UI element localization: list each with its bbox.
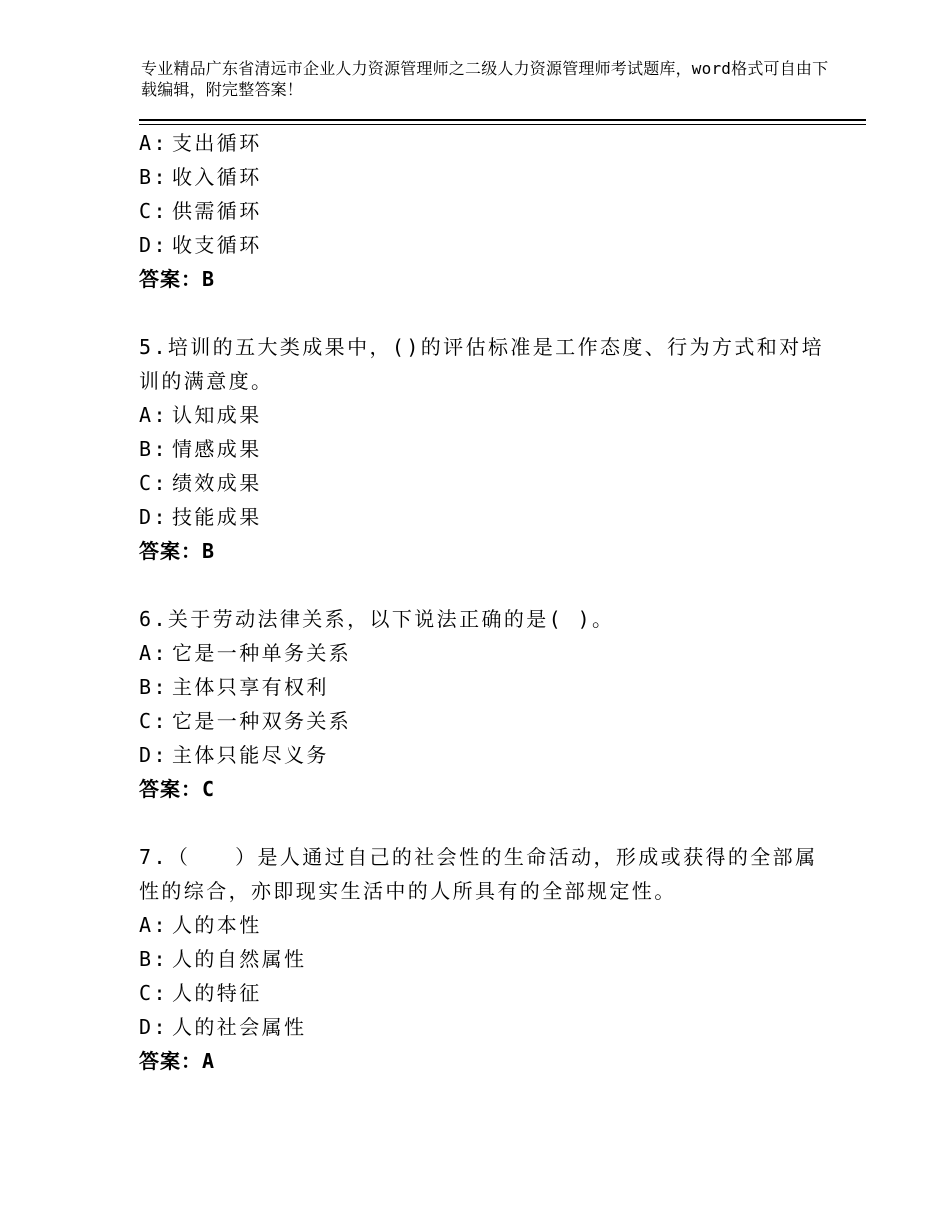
answer-line: [139, 1044, 839, 1078]
option-b: B: 主体只享有权利: [139, 675, 329, 699]
option-d: D: 人的社会属性: [139, 1015, 307, 1039]
question-text: 6.关于劳动法律关系，以下说法正确的是( )。: [139, 607, 615, 631]
answer-value: B: [202, 539, 216, 563]
option-d: D: 主体只能尽义务: [139, 743, 329, 767]
answer-label: 答案：: [139, 1049, 202, 1073]
question-4: [139, 126, 839, 296]
option-c: C: 供需循环: [139, 199, 262, 223]
option-b: B: 收入循环: [139, 165, 262, 189]
question-text: 7.（ ）是人通过自己的社会性的生命活动，形成或获得的全部属性的综合，亦即现实生活中的人所具有的全部规定性。: [139, 845, 818, 903]
option-b: B: 情感成果: [139, 437, 262, 461]
option-a: A: 人的本性: [139, 913, 262, 937]
answer-line: [139, 772, 839, 806]
option-d: D: 技能成果: [139, 505, 262, 529]
answer-label: 答案：: [139, 267, 202, 291]
header-divider-thick: [139, 119, 866, 121]
answer-value: A: [202, 1049, 216, 1073]
option-a: A: 支出循环: [139, 131, 262, 155]
option-d: D: 收支循环: [139, 233, 262, 257]
option-c: C: 人的特征: [139, 981, 262, 1005]
option-c: C: 它是一种双务关系: [139, 709, 352, 733]
page-header-title: 专业精品广东省清远市企业人力资源管理师之二级人力资源管理师考试题库，word格式可自由下载编辑，附完整答案！: [141, 59, 829, 99]
header-divider-thin: [139, 124, 866, 125]
answer-value: C: [202, 777, 216, 801]
answer-line: [139, 534, 839, 568]
option-c: C: 绩效成果: [139, 471, 262, 495]
answer-line: [139, 262, 839, 296]
answer-label: 答案：: [139, 777, 202, 801]
question-list: [139, 126, 839, 1078]
answer-label: 答案：: [139, 539, 202, 563]
option-b: B: 人的自然属性: [139, 947, 307, 971]
question-6: [139, 602, 839, 806]
option-a: A: 认知成果: [139, 403, 262, 427]
option-a: A: 它是一种单务关系: [139, 641, 352, 665]
question-text: 5.培训的五大类成果中，()的评估标准是工作态度、行为方式和对培训的满意度。: [139, 335, 824, 393]
question-5: [139, 330, 839, 568]
answer-value: B: [202, 267, 216, 291]
question-7: [139, 840, 839, 1078]
